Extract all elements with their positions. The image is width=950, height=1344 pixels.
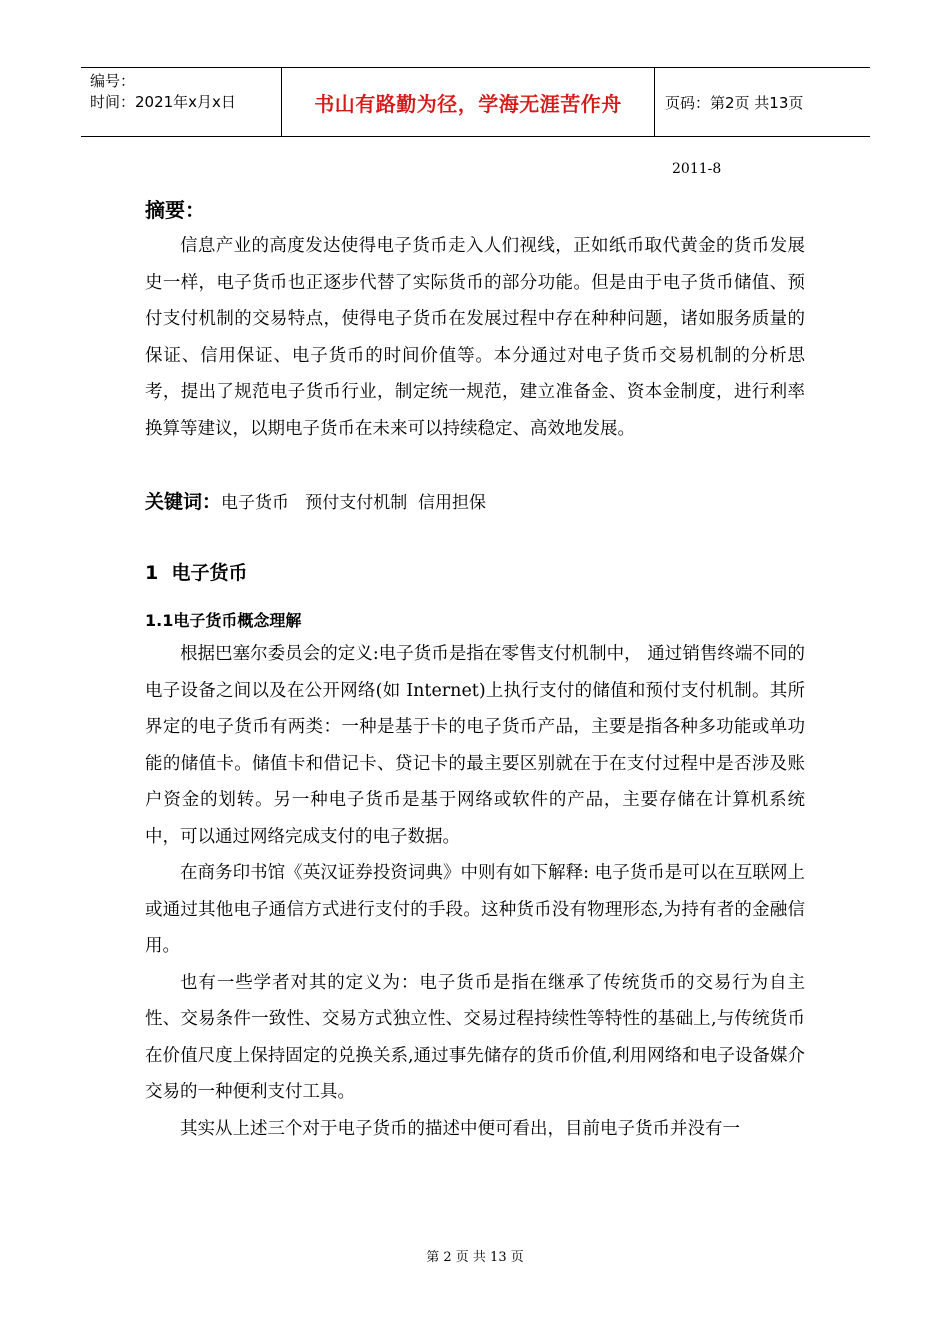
document-date: 2011-8 bbox=[672, 161, 722, 177]
paragraph: 其实从上述三个对于电子货币的描述中便可看出，目前电子货币并没有一 bbox=[180, 1118, 740, 1139]
document-body bbox=[145, 196, 805, 1147]
paragraph: 在商务印书馆《英汉证券投资词典》中则有如下解释: 电子货币是可以在互联网上或通过其他电子通信方式进行支付的手段。这种货币没有物理形态,为持有者的金融信用。 bbox=[145, 863, 805, 956]
abstract-heading: 摘要： bbox=[145, 198, 205, 222]
header-motto-cell bbox=[281, 68, 655, 136]
keywords-line bbox=[145, 487, 805, 518]
subsection-heading: 1.1电子货币概念理解 bbox=[145, 611, 302, 630]
document-header bbox=[81, 67, 870, 137]
header-meta bbox=[81, 68, 281, 136]
keywords-label: 关键词： bbox=[145, 491, 222, 513]
header-page-info: 页码：第2页 共13页 bbox=[665, 93, 804, 112]
section-heading: 1 电子货币 bbox=[145, 562, 248, 584]
page-footer: 第 2 页 共 13 页 bbox=[426, 1250, 524, 1265]
document-time: 时间：2021年x月x日 bbox=[90, 93, 236, 111]
abstract-text: 信息产业的高度发达使得电子货币走入人们视线，正如纸币取代黄金的货币发展史一样，电子货币也正逐步代替了实际货币的部分功能。但是由于电子货币储值、预付支付机制的交易特点，使得电子货币在发展过程中存在种种问题，诸如服务质量的保证、信用保证、电子货币的时间价值等。本分通过对电子货币交易机制的分析思考，提出了规范电子货币行业，制定统一规范，建立准备金、资本金制度，进行利率换算等建议，以期电子货币在未来可以持续稳定、高效地发展。 bbox=[145, 236, 805, 439]
document-number-label: 编号： bbox=[90, 72, 136, 90]
keywords-text: 电子货币 预付支付机制 信用担保 bbox=[221, 493, 487, 513]
paragraph: 也有一些学者对其的定义为：电子货币是指在继承了传统货币的交易行为自主性、交易条件一致性、交易方式独立性、交易过程持续性等特性的基础上,与传统货币在价值尺度上保持固定的兑换关系,通过事先储存的货币价值,利用网络和电子设备媒介交易的一种便利支付工具。 bbox=[145, 972, 805, 1102]
header-motto: 书山有路勤为径，学海无涯苦作舟 bbox=[314, 91, 622, 116]
paragraph: 根据巴塞尔委员会的定义:电子货币是指在零售支付机制中， 通过销售终端不同的电子设备之间以及在公开网络(如 Internet)上执行支付的储值和预付支付机制。其所界定的电子货币有两类：一种是基于卡的电子货币产品，主要是指各种多功能或单功能的储值卡。储值卡和借记卡、贷记卡的最主要区别就在于在支付过程中是否涉及账户资金的划转。另一种电子货币是基于网络或软件的产品，主要存储在计算机系统中，可以通过网络完成支付的电子数据。 bbox=[145, 644, 805, 847]
